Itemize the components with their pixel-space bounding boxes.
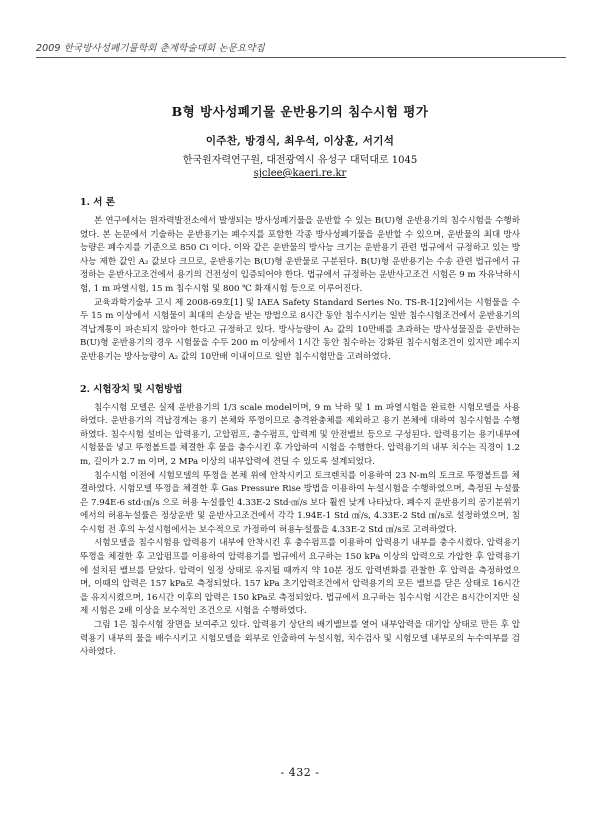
- section-heading-methods: 2. 시험장치 및 시험방법: [80, 383, 183, 395]
- running-header: 2009 한국방사성폐기물학회 춘계학술대회 논문요약집: [36, 43, 265, 54]
- paragraph: 침수시험 이전에 시험모델의 뚜껑을 본체 위에 안착시키고 토크렌치를 이용하여 23 N-m의 토크로 뚜껑볼트를 체결하였다. 시험모델 뚜껑을 체결한 후 Gas Pressure Rise 방법을 이용하여 누설시험을 수행하였으며, 측정된 누설률은 7.94E-6 std·㎤/s 으로 허용 누설률인 4.33E-2 Std·㎤/s 보다 훨씬 낮게 나타났다. 폐수지 운반용기의 공기분위기에서의 허용누설률은 정상운반 및 운반사고조건에서 각각 1.94E-1 Std ㎤/s, 4.33E-2 Std ㎤/s로 설정하였으며, 침수시험 전 후의 누설시험에서는 보수적으로 가정하여 허용누설률을 4.33E-2 Std ㎤/s로 고려하였다.: [80, 470, 520, 535]
- paragraph: 교육과학기술부 고시 제 2008-69호[1] 및 IAEA Safety Standard Series No. TS-R-1[2]에서는 시험물을 수두 15 m 이상에서 시험물이 최대의 손상을 받는 방법으로 8시간 동안 침수시키는 일반 침수시험조건에서 운반용기의 격납계통이 파손되지 않아야 한다고 규정하고 있다. 방사능량이 A₂ 값의 10만배를 초과하는 방사성물질을 운반하는 B(U)형 운반용기의 경우 시험물을 수두 200 m 이상에서 1시간 동안 침수하는 강화된 침수시험조건이 있지만 폐수지 운반용기는 방사능량이 A₂ 값의 10만배 이내이므로 일반 침수시험만을 고려하였다.: [80, 297, 520, 362]
- page-number: - 432 -: [280, 766, 320, 779]
- paper-email: [0, 168, 600, 179]
- paragraph: 본 연구에서는 원자력발전소에서 발생되는 방사성폐기물을 운반할 수 있는 B(U)형 운반용기의 침수시험을 수행하였다. 본 논문에서 기술하는 운반용기는 폐수지를 포함한 각종 방사성폐기물을 운반할 수 있으며, 운반물의 최대 방사능량은 폐수지를 기준으로 850 Ci 이다. 이와 같은 운반물의 방사능 크기는 운반용기 관련 법규에서 규정하고 있는 방사능 제한 값인 A₂ 값보다 크므로, 운반용기는 B(U)형 운반물로 구분된다. B(U)형 운반용기는 수송 관련 법규에서 규정하는 운반사고조건에서 용기의 건전성이 입증되어야 한다. 법규에서 규정하는 운반사고조건 시험은 9 m 자유낙하시험, 1 m 파열시험, 15 m 침수시험 및 800 ℃ 화재시험 등으로 이루어진다.: [80, 216, 520, 294]
- section-heading-introduction: 1. 서 론: [80, 197, 115, 208]
- paragraph: 시험모델을 침수시험용 압력용기 내부에 안착시킨 후 충수펌프를 이용하여 압력용기 내부를 충수시켰다. 압력용기 뚜껑을 체결한 후 고압펌프를 이용하여 압력용기를 법규에서 요구하는 150 kPa 이상의 압력으로 가압한 후 압력용기에 설치된 밸브를 닫았다. 압력이 일정 상태로 유지될 때까지 약 10분 정도 압력변화를 관찰한 후 압력을 측정하였으며, 이때의 압력은 157 kPa로 측정되었다. 157 kPa 초기압력조건에서 압력용기의 모든 밸브를 닫은 상태로 16시간을 유지시켰으며, 16시간 이후의 압력은 150 kPa로 측정되었다. 법규에서 요구하는 침수시험 시간은 8시간이지만 실제 시험은 2배 이상을 보수적인 조건으로 시험을 수행하였다.: [80, 538, 520, 617]
- paragraph: 침수시험 모델은 실제 운반용기의 1/3 scale model이며, 9 m 낙하 및 1 m 파열시험을 완료한 시험모델을 사용하였다. 운반용기의 격납경계는 용기 본체와 뚜껑이므로 충격완충체를 제외하고 용기 본체에 대하여 침수시험을 수행하였다. 침수시험 설비는 압력용기, 고압펌프, 충수펌프, 압력계 및 안전밸브 등으로 구성된다. 압력용기는 용기내부에 시험물을 넣고 뚜껑볼트를 체결한 후 물을 충수시킨 후 가압하여 시험을 수행한다. 압력용기의 내부 치수는 직경이 1.2 m, 길이가 2.7 m 이며, 2 MPa 이상의 내부압력에 견딜 수 있도록 설계되었다.: [80, 402, 520, 467]
- paper-title: B형 방사성폐기물 운반용기의 침수시험 평가: [171, 104, 429, 119]
- header-divider: [36, 57, 566, 58]
- email-link[interactable]: sjclee@kaeri.re.kr: [253, 168, 347, 179]
- section-gap: [80, 365, 520, 383]
- paper-affiliation: 한국원자력연구원, 대전광역시 유성구 대덕대로 1045: [182, 155, 418, 166]
- paper-body: [80, 196, 520, 660]
- paragraph: 그림 1은 침수시험 장면을 보여주고 있다. 압력용기 상단의 배기밸브를 열어 내부압력을 대기압 상태로 만든 후 압력용기 내부의 물을 배수시키고 시험모델을 외부로 인출하여 누설시험, 치수검사 및 시험모델 내부로의 누수여부를 검사하였다.: [80, 620, 520, 658]
- paper-authors: 이주찬, 방경식, 최우석, 이상훈, 서기석: [205, 135, 395, 147]
